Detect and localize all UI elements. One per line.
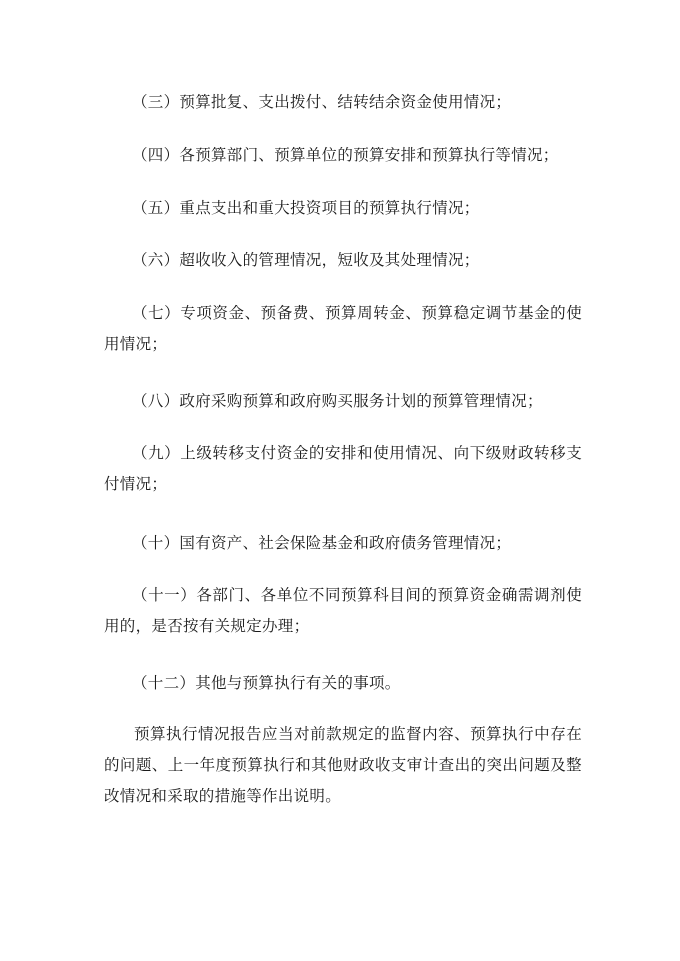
paragraph-item-9: （九）上级转移支付资金的安排和使用情况、向下级财政转移支付情况； <box>104 444 582 493</box>
paragraph-summary: 预算执行情况报告应当对前款规定的监督内容、预算执行中存在的问题、上一年度预算执行和其他财政收支审计查出的突出问题及整改情况和采取的措施等作出说明。 <box>104 725 582 805</box>
paragraph-item-8: （八）政府采购预算和政府购买服务计划的预算管理情况； <box>132 392 543 410</box>
paragraph-item-6: （六）超收收入的管理情况，短收及其处理情况； <box>132 251 480 269</box>
paragraph-item-4: （四）各预算部门、预算单位的预算安排和预算执行等情况； <box>132 146 559 164</box>
paragraph-item-5: （五）重点支出和重大投资项目的预算执行情况； <box>132 199 480 217</box>
paragraph-item-7: （七）专项资金、预备费、预算周转金、预算稳定调节基金的使用情况； <box>104 304 582 353</box>
paragraph-item-3: （三）预算批复、支出拨付、结转结余资金使用情况； <box>132 93 512 111</box>
paragraph-item-12: （十二）其他与预算执行有关的事项。 <box>132 674 401 692</box>
paragraph-item-10: （十）国有资产、社会保险基金和政府债务管理情况； <box>132 534 512 552</box>
paragraph-item-11: （十一）各部门、各单位不同预算科目间的预算资金确需调剂使用的，是否按有关规定办理； <box>104 586 582 635</box>
